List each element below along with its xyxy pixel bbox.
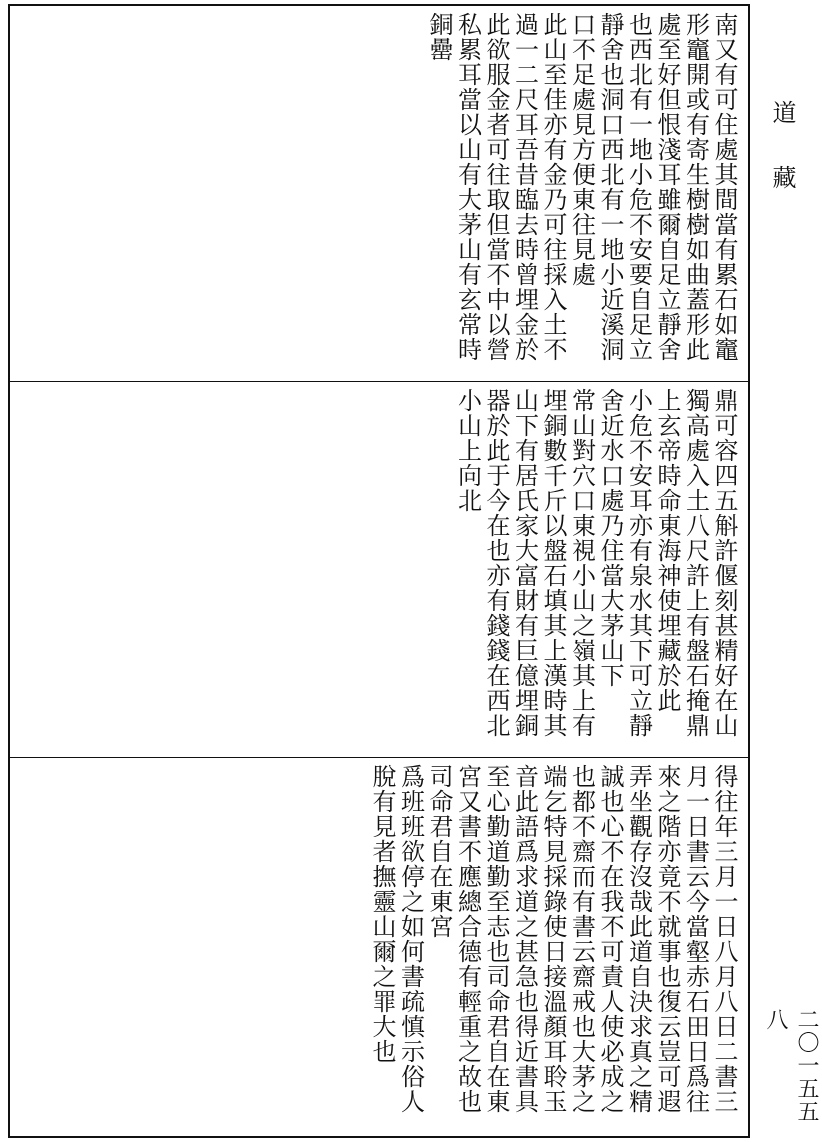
panel-middle bbox=[10, 382, 748, 758]
page-number: 二〇一五五八 bbox=[763, 1008, 819, 1123]
margin-label-middle: 藏 bbox=[768, 165, 796, 189]
text-column-block-lower: 得往年三月一日八月八日二書三月一日書云今當壑赤石田日爲往來之階亦竟不就事也復云豈可遐弄坐觀存沒哉此道自決求真之精誠也心不在我不可責人使必成之也都不齋而有書云齋戒也大茅之端乞特見採錄使日接溫顏耳聆玉音此語爲求道之甚急也得近書具至心勤道勤至志也司命君自在東宮又書不應總合德有輕重之故也司命君自在東宮 爲班班欲停之如何書疏慎示俗人脫有見者撫靈山爾之罪大也 bbox=[368, 764, 738, 1114]
margin-label-top: 道 bbox=[768, 100, 796, 124]
scripture-page bbox=[8, 4, 750, 1138]
panel-upper bbox=[10, 6, 748, 382]
panel-lower bbox=[10, 758, 748, 1136]
text-column-block-middle: 鼎可容四五斛許偃刻甚精好在山獨高處入土八尺許上有盤石掩鼎上玄帝時命東海神使埋藏於此 小危不安耳亦有泉水其下可立靜舍近水口處乃住當大茅山下 常山對穴口東視小山之嶺其上有埋銅數千斤以盤石填其上漢時其山下有居氏家大富財有巨億埋銅器於此于今在也亦有錢錢在西北小山上向北 bbox=[453, 388, 738, 738]
text-column-block-upper: 南又有可住處其間當有累石如竈形竈開或有寄生樹樹如曲蓋形此處至好但恨淺耳雖爾自足立靜舍也西北有一地小危不安要自足立靜舍也洞口西北有一地小近溪洞口不足處見方便東往見處 此山至佳亦有金乃可往採入土不過一二尺耳吾昔臨去時曾埋金於此欲服金者可往取但當不中以營私累耳當以山有大茅山有玄常時銅罍 bbox=[425, 12, 738, 362]
